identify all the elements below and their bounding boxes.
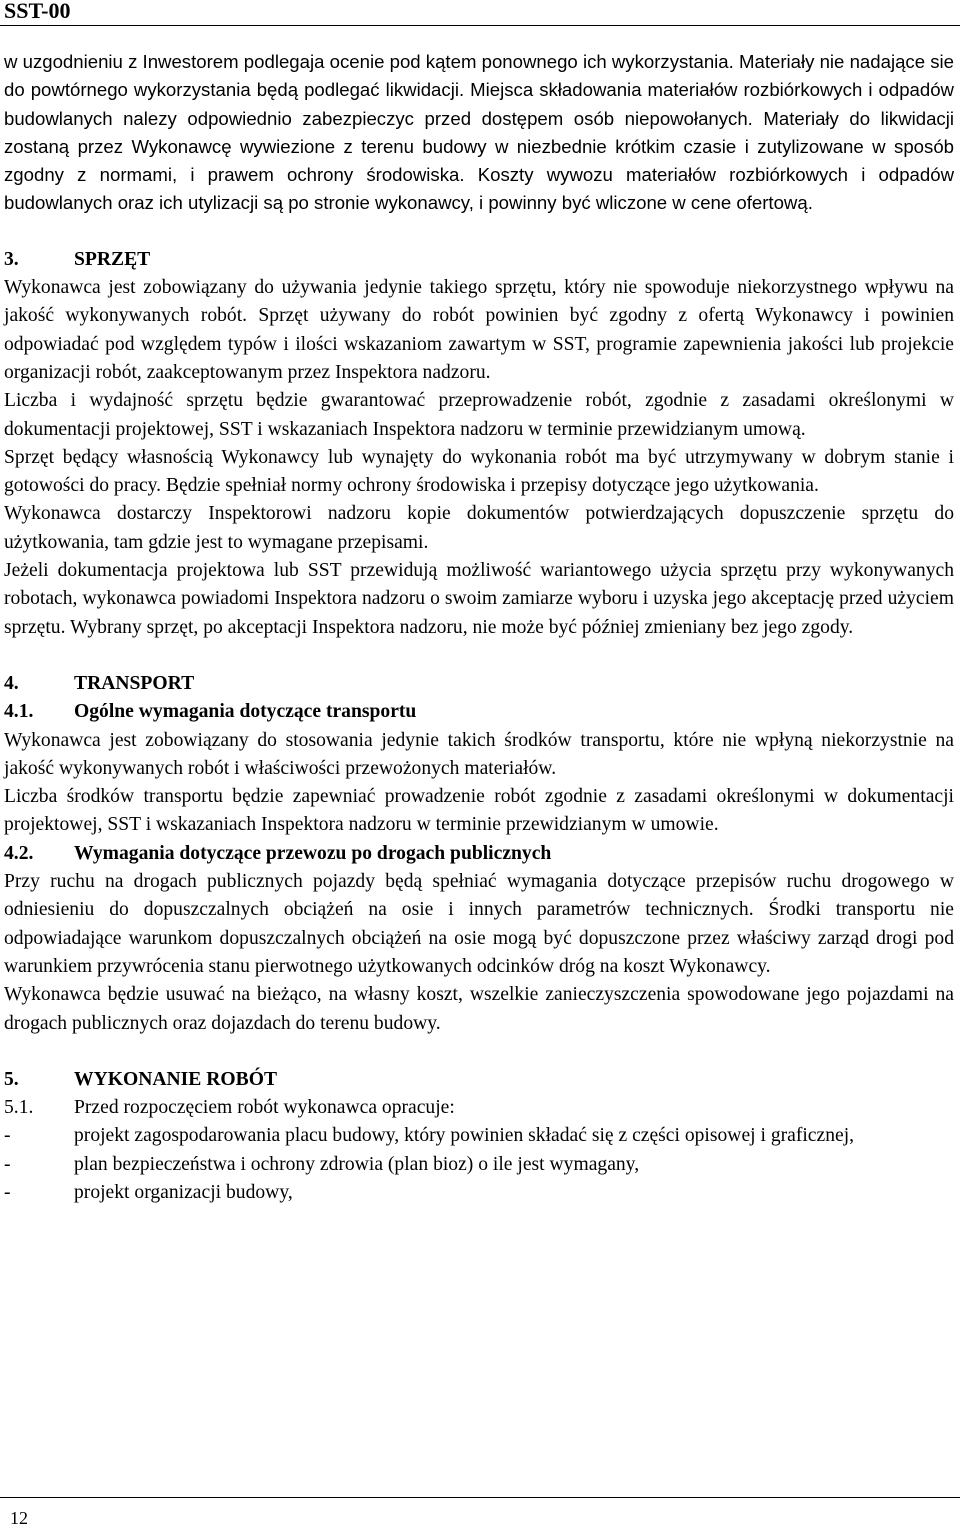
section-3-paragraph: Wykonawca jest zobowiązany do używania jedynie takiego sprzętu, który nie spowoduje niekorzystnego wpływu na jakość wykonywanych robót. Sprzęt używany do robót powinien być zgodny z ofertą Wykonawcy i powinien odpowiadać pod względem typów i ilości wskazaniom zawartym w SST, programie zapewnienia jakości lub projekcie organizacji robót, zaakceptowanym przez Inspektora nadzoru. — [4, 277, 954, 383]
section-4-2-paragraph: Wykonawca będzie usuwać na bieżąco, na własny koszt, wszelkie zanieczyszczenia spowodowane jego pojazdami na drogach publicznych oraz dojazdach do terenu budowy. — [4, 984, 954, 1034]
intro-paragraph-part2: Materiały do likwidacji zostaną przez Wykonawcę wywiezione z terenu budowy w niezbednie krótkim czasie i zutylizowane w sposób zgodny z normami, i prawem ochrony środowiska. Koszty wywozu materiałów rozbiórkowych i odpadów budowlanych oraz ich utylizacji są po stronie wykonawcy, i powinny być wliczone w cene ofertową. — [4, 107, 954, 214]
spacer — [4, 218, 954, 246]
spacer — [4, 642, 954, 670]
list-dash: - — [4, 1125, 11, 1147]
section-4-2-paragraph: Przy ruchu na drogach publicznych pojazdy będą spełniać wymagania dotyczące przepisów ruchu drogowego w odniesieniu do dopuszczalnych obciążeń na osie i innych parametrów technicznych. Środki transportu nie odpowiadające warunkom dopuszczalnych obciążeń na osie mogą być dopuszczone przez właściwy zarząd drogi pod warunkiem przywrócenia stanu pierwotnego użytkowanych odcinków dróg na koszt Wykonawcy. — [4, 871, 954, 977]
section-3-paragraph: Jeżeli dokumentacja projektowa lub SST przewidują możliwość wariantowego użycia sprzętu przy wykonywanych robotach, wykonawca powiadomi Inspektora nadzoru o swoim zamiarze wyboru i uzyska jego akceptację przed użyciem sprzętu. Wybrany sprzęt, po akceptacji Inspektora nadzoru, nie może być później zmieniany bez jego zgody. — [4, 560, 954, 638]
section-4-1-number: 4.1. — [4, 701, 34, 723]
section-5-title: WYKONANIE ROBÓT — [74, 1068, 278, 1090]
section-4-1-paragraph: Wykonawca jest zobowiązany do stosowania jedynie takich środków transportu, które nie wpłyną niekorzystnie na jakość wykonywanych robót i właściwości przewożonych materiałów. — [4, 729, 954, 779]
list-item-text: projekt zagospodarowania placu budowy, który powinien składać się z części opisowej i graficznej, — [74, 1125, 855, 1147]
list-item — [4, 1122, 954, 1150]
section-3-number: 3. — [4, 248, 19, 270]
section-4-1-title: Ogólne wymagania dotyczące transportu — [74, 701, 417, 723]
list-item — [4, 1151, 954, 1179]
intro-paragraph-part1: w uzgodnieniu z Inwestorem podlegaja ocenie pod kątem ponownego ich wykorzystania. Materiały nie nadające sie do powtórnego wykorzystania będą podlegać likwidacji. Miejsca składowania materiałów rozbiórkowych i odpadów budowlanych nalezy odpowiednio zabezpieczyc przed dostępem osób niepowołanych. — [4, 51, 954, 129]
page-number: 12 — [10, 1508, 28, 1528]
section-4-number: 4. — [4, 672, 19, 694]
page-content — [4, 48, 954, 1207]
spacer — [4, 1038, 954, 1066]
section-4-1-paragraph: Liczba środków transportu będzie zapewniać prowadzenie robót zgodnie z zasadami określonymi w dokumentacji projektowej, SST i wskazaniach Inspektora nadzoru w terminie przewidzianym w umowie. — [4, 786, 954, 836]
section-5-1-heading — [4, 1094, 954, 1122]
list-dash: - — [4, 1181, 11, 1203]
section-4-2-number: 4.2. — [4, 842, 34, 864]
section-4-2-heading — [4, 840, 954, 868]
section-3-paragraph: Liczba i wydajność sprzętu będzie gwarantować przeprowadzenie robót, zgodnie z zasadami określonymi w dokumentacji projektowej, SST i wskazaniach Inspektora nadzoru w terminie przewidzianym umową. — [4, 390, 954, 440]
section-3-paragraph: Sprzęt będący własnością Wykonawcy lub wynajęty do wykonania robót ma być utrzymywany w dobrym stanie i gotowości do pracy. Będzie spełniał normy ochrony środowiska i przepisy dotyczące jego użytkowania. — [4, 446, 954, 497]
section-5-1-title: Przed rozpoczęciem robót wykonawca opracuje: — [74, 1097, 455, 1119]
intro-paragraph — [4, 48, 954, 218]
header-rule — [0, 25, 960, 26]
section-4-1-heading — [4, 698, 954, 726]
section-4-heading — [4, 670, 954, 698]
section-4-title: TRANSPORT — [74, 672, 195, 694]
section-5-heading — [4, 1066, 954, 1094]
list-dash: - — [4, 1153, 11, 1175]
section-3-title: SPRZĘT — [74, 248, 151, 270]
section-5-number: 5. — [4, 1068, 19, 1090]
footer-rule — [0, 1497, 960, 1498]
section-4-2-title: Wymagania dotyczące przewozu po drogach publicznych — [74, 842, 552, 864]
document-header-title: SST-00 — [4, 0, 71, 23]
section-5-1-number: 5.1. — [4, 1097, 34, 1119]
section-3-paragraph: Wykonawca dostarczy Inspektorowi nadzoru kopie dokumentów potwierdzających dopuszczenie sprzętu do użytkowania, tam gdzie jest to wymagane przepisami. — [4, 503, 954, 553]
list-item-text: plan bezpieczeństwa i ochrony zdrowia (plan bioz) o ile jest wymagany, — [74, 1153, 640, 1175]
list-item — [4, 1179, 954, 1207]
list-item-text: projekt organizacji budowy, — [74, 1181, 293, 1203]
section-3-heading — [4, 246, 954, 274]
